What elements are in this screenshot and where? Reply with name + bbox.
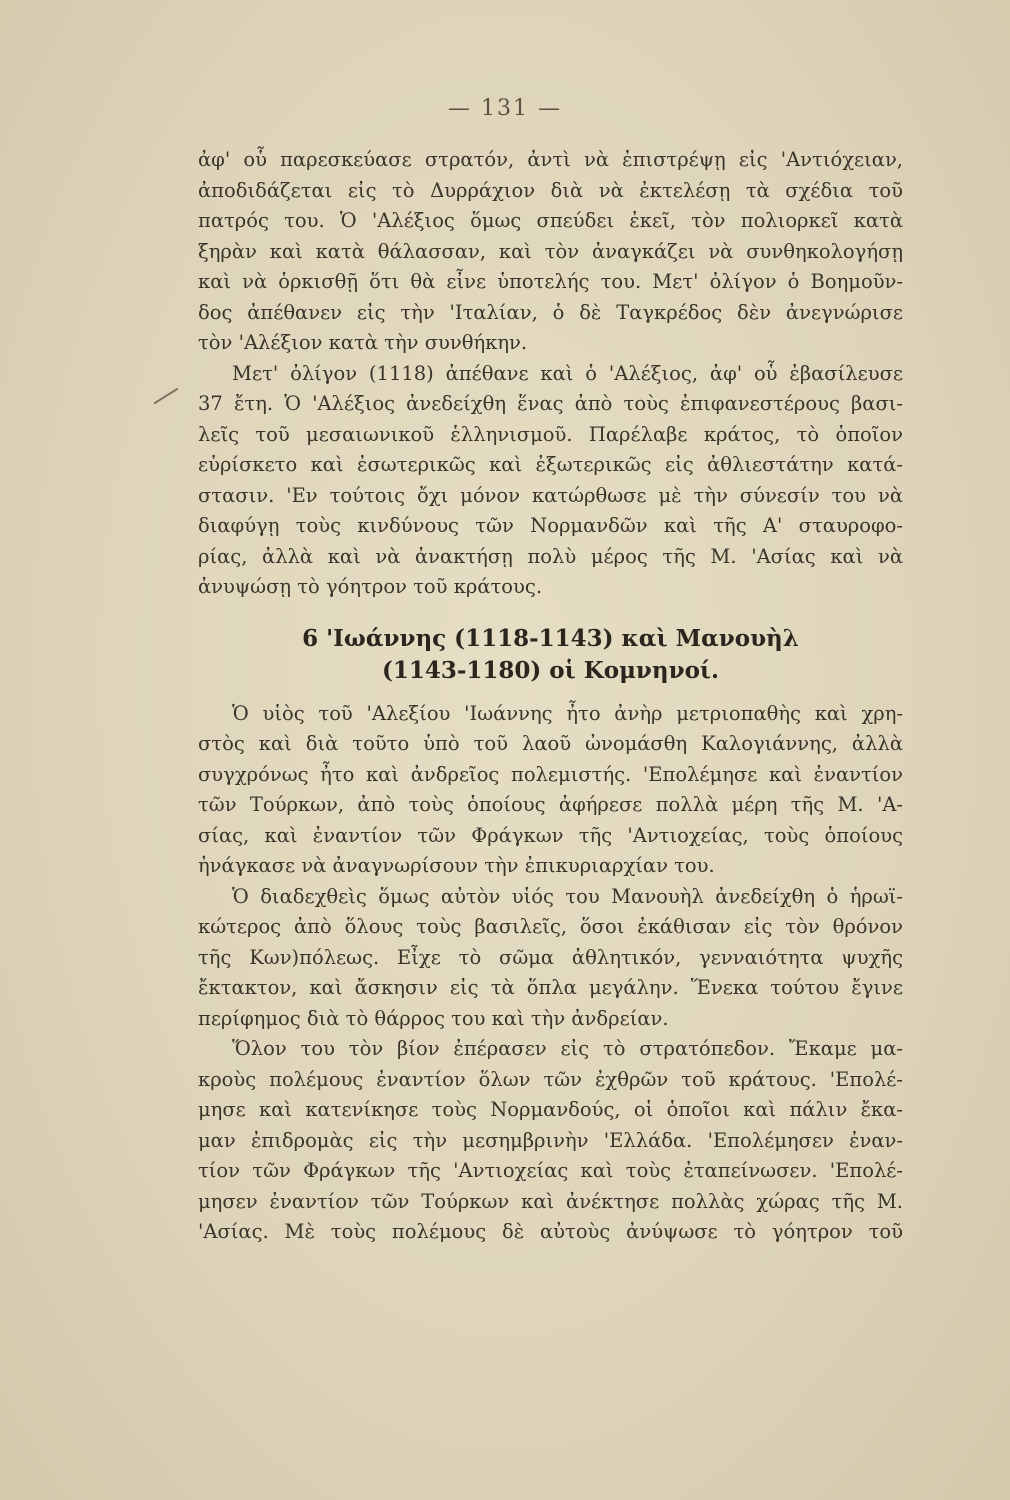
text-line: καὶ νὰ ὁρκισθῇ ὅτι θὰ εἶνε ὑποτελής του. Μετ' ὀλίγον ὁ Βοημοῦν- <box>198 270 903 293</box>
text-line: ἠνάγκασε νὰ ἀναγνωρίσουν τὴν ἐπικυριαρχίαν του. <box>198 854 715 877</box>
text-line: τὸν 'Αλέξιον κατὰ τὴν συνθήκην. <box>198 331 528 354</box>
text-line: 37 ἔτη. Ὁ 'Αλέξιος ἀνεδείχθη ἕνας ἀπὸ τοὺς ἐπιφανεστέρους βασι- <box>198 392 903 415</box>
text-line: περίφημος διὰ τὸ θάρρος του καὶ τὴν ἀνδρείαν. <box>198 1006 669 1030</box>
text-line: Ὁ διαδεχθεὶς ὅμως αὐτὸν υἱός του Μανουὴλ ἀνεδείχθη ὁ ἡρωϊ- <box>232 884 903 908</box>
text-line: τῶν Τούρκων, ἀπὸ τοὺς ὁποίους ἀφήρεσε πολλὰ μέρη τῆς Μ. 'Α- <box>198 793 903 816</box>
text-line: ἀποδιδάζεται εἰς τὸ Δυρράχιον διὰ νὰ ἐκτελέσῃ τὰ σχέδια τοῦ <box>198 178 903 202</box>
text-line: δος ἀπέθανεν εἰς τὴν 'Ιταλίαν, ὁ δὲ Ταγκρέδος δὲν ἀνεγνώρισε <box>198 300 903 324</box>
paragraph-4 <box>198 882 903 1035</box>
text-line: μαν ἐπιδρομὰς εἰς τὴν μεσημβρινὴν 'Ελλάδα. 'Επολέμησεν ἐναν- <box>198 1128 903 1152</box>
text-line: Ὁ υἱὸς τοῦ 'Αλεξίου 'Ιωάννης ἦτο ἀνὴρ μετριοπαθὴς καὶ χρη- <box>232 701 903 725</box>
text-line: ξηρὰν καὶ κατὰ θάλασσαν, καὶ τὸν ἀναγκάζει νὰ συνθηκολογήσῃ <box>198 239 903 263</box>
text-line: διαφύγῃ τοὺς κινδύνους τῶν Νορμανδῶν καὶ τῆς Α' σταυροφο- <box>198 514 903 537</box>
paragraph-2 <box>198 359 903 603</box>
page-number: — 131 — <box>448 96 562 121</box>
text-line: ἔκτακτον, καὶ ἄσκησιν εἰς τὰ ὅπλα μεγάλην. Ἕνεκα τούτου ἔγινε <box>198 976 903 999</box>
text-line: μησε καὶ κατενίκησε τοὺς Νορμανδούς, οἱ ὁποῖοι καὶ πάλιν ἔκα- <box>198 1098 903 1121</box>
text-line: μησεν ἐναντίον τῶν Τούρκων καὶ ἀνέκτησε πολλὰς χώρας τῆς Μ. <box>198 1189 903 1213</box>
text-line: κροὺς πολέμους ἐναντίον ὅλων τῶν ἐχθρῶν τοῦ κράτους. 'Επολέ- <box>198 1067 903 1091</box>
text-line: σίας, καὶ ἐναντίον τῶν Φράγκων τῆς 'Αντιοχείας, τοὺς ὁποίους <box>198 823 903 847</box>
section-heading: 6 'Ιωάννης (1118-1143) καὶ Μανουὴλ <box>302 624 799 652</box>
text-line: ρίας, ἀλλὰ καὶ νὰ ἀνακτήσῃ πολὺ μέρος τῆς Μ. 'Ασίας καὶ νὰ <box>198 544 903 568</box>
text-line: εὑρίσκετο καὶ ἐσωτερικῶς καὶ ἐξωτερικῶς εἰς ἀθλιεστάτην κατά- <box>198 453 903 476</box>
text-line: 'Ασίας. Μὲ τοὺς πολέμους δὲ αὐτοὺς ἀνύψωσε τὸ γόητρον τοῦ <box>198 1220 903 1243</box>
body-text <box>198 145 903 1248</box>
margin-pencil-mark <box>154 388 179 405</box>
text-line: στὸς καὶ διὰ τοῦτο ὑπὸ τοῦ λαοῦ ὠνομάσθη Καλογιάννης, ἀλλὰ <box>198 732 903 755</box>
text-line: τίον τῶν Φράγκων τῆς 'Αντιοχείας καὶ τοὺς ἐταπείνωσεν. 'Επολέ- <box>198 1159 903 1182</box>
text-line: συγχρόνως ἦτο καὶ ἀνδρεῖος πολεμιστής. 'Επολέμησε καὶ ἐναντίον <box>198 762 903 786</box>
text-line: ἀνυψώσῃ τὸ γόητρον τοῦ κράτους. <box>198 575 543 598</box>
text-line: Ὅλον του τὸν βίον ἐπέρασεν εἰς τὸ στρατόπεδον. Ἔκαμε μα- <box>232 1037 903 1060</box>
paragraph-3 <box>198 699 903 882</box>
paragraph-1 <box>198 145 903 359</box>
text-line: τῆς Κων)πόλεως. Εἶχε τὸ σῶμα ἀθλητικόν, γενναιότητα ψυχῆς <box>198 945 903 969</box>
text-line: λεῖς τοῦ μεσαιωνικοῦ ἑλληνισμοῦ. Παρέλαβε κράτος, τὸ ὁποῖον <box>198 422 903 446</box>
text-line: πατρός του. Ὁ 'Αλέξιος ὅμως σπεύδει ἐκεῖ, τὸν πολιορκεῖ κατὰ <box>198 209 903 232</box>
text-line: κώτερος ἀπὸ ὅλους τοὺς βασιλεῖς, ὅσοι ἐκάθισαν εἰς τὸν θρόνον <box>198 915 903 938</box>
text-line: Μετ' ὀλίγον (1118) ἀπέθανε καὶ ὁ 'Αλέξιος, ἀφ' οὗ ἐβασίλευσε <box>232 361 903 385</box>
section-heading-continued: (1143-1180) οἱ Κομνηνοί. <box>381 656 720 684</box>
paragraph-5 <box>198 1034 903 1248</box>
text-line: στασιν. 'Εν τούτοις ὄχι μόνον κατώρθωσε μὲ τὴν σύνεσίν του νὰ <box>198 483 903 507</box>
text-line: ἀφ' οὗ παρεσκεύασε στρατόν, ἀντὶ νὰ ἐπιστρέψῃ εἰς 'Αντιόχειαν, <box>198 148 903 171</box>
